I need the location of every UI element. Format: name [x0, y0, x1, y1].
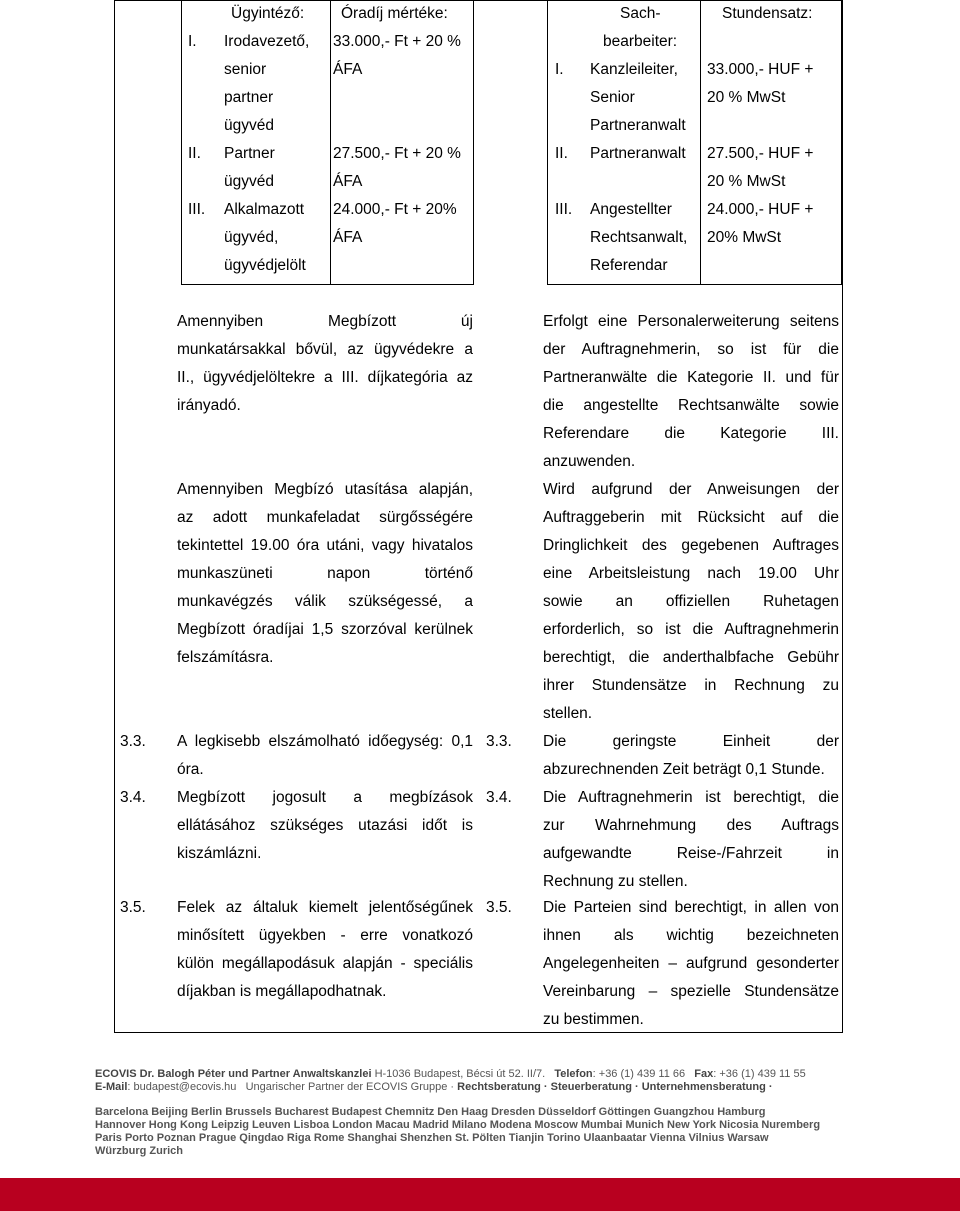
footer-firm: Dr. Balogh Péter und Partner Anwaltskanzlei — [139, 1068, 372, 1080]
row-number: III. — [555, 201, 573, 218]
row-number: II. — [188, 145, 201, 162]
section-number: 3.4. — [120, 789, 146, 806]
row-rate: 33.000,- Ft + 20 % ÁFA — [333, 33, 461, 78]
row-number: I. — [188, 33, 197, 50]
footer-contact-line — [95, 1068, 806, 1081]
row-number: III. — [188, 201, 206, 218]
row-role: Kanzleileiter, Senior Partneranwalt — [590, 61, 686, 134]
footer-fax: : +36 (1) 439 11 55 — [713, 1068, 806, 1080]
footer-brand: ECOVIS — [95, 1068, 137, 1080]
table-header-role: Sach- — [620, 5, 661, 22]
row-rate: 27.500,- Ft + 20 % ÁFA — [333, 145, 461, 190]
hu-paragraph-staff-extension: Amennyiben Megbízott új munkatársakkal bővül, az ügyvédekre a II., ügyvédjelöltekre a III. díjkategória az irányadó. — [177, 313, 473, 414]
hu-paragraph-urgent-work: Amennyiben Megbízó utasítása alapján, az adott munkafeladat sürgősségére tekintettel 19.00 óra utáni, vagy hivatalos munkaszüneti napon történő munkavégzés válik szükségessé, a Megbízott óradíjai 1,5 szorzóval kerülnek felszámításra. — [177, 481, 473, 666]
section-number: 3.3. — [486, 733, 512, 750]
footer-email[interactable]: : budapest@ecovis.hu — [127, 1081, 237, 1093]
de-section-3-3: Die geringste Einheit der abzurechnenden Zeit beträgt 0,1 Stunde. — [543, 733, 839, 778]
de-paragraph-urgent-work: Wird aufgrund der Anweisungen der Auftraggeberin mit Rücksicht auf die Dringlichkeit des gegebenen Auftrages eine Arbeitsleistung nach 19.00 Uhr sowie an offiziellen Ruhetagen erforderlich, so ist die Auftragnehmerin berechtigt, die anderthalbfache Gebühr ihrer Stundensätze in Rechnung zu stellen. — [543, 481, 839, 722]
table-header-role: Ügyintéző: — [231, 5, 305, 22]
hu-section-3-3: A legkisebb elszámolható időegység: 0,1 óra. — [177, 733, 473, 778]
row-role: Partner ügyvéd — [224, 145, 275, 190]
row-number: I. — [555, 61, 564, 78]
row-role: Alkalmazott ügyvéd, ügyvédjelölt — [224, 201, 306, 274]
row-rate: 24.000,- HUF + 20% MwSt — [707, 201, 814, 246]
hu-section-3-4: Megbízott jogosult a megbízások ellátásához szükséges utazási időt is kiszámlázni. — [177, 789, 473, 862]
de-section-3-5: Die Parteien sind berechtigt, in allen von ihnen als wichtig bezeichneten Angelegenheiten – aufgrund gesonderter Vereinbarung – spezielle Stundensätze zu bestimmen. — [543, 899, 839, 1028]
footer-city-line: Hannover Hong Kong Leipzig Leuven Lisboa London Macau Madrid Milano Modena Moscow Mumbai Munich New York Nicosia Nuremberg — [95, 1119, 821, 1131]
row-role: Partneranwalt — [590, 145, 686, 162]
footer-fax-label: Fax — [694, 1068, 714, 1080]
section-number: 3.3. — [120, 733, 146, 750]
brand-accent-bar — [0, 1178, 960, 1211]
footer-city-line: Barcelona Beijing Berlin Brussels Bucharest Budapest Chemnitz Den Haag Dresden Düsseldorf Göttingen Guangzhou Hamburg — [95, 1106, 766, 1118]
footer-partner: Ungarischer Partner der ECOVIS Gruppe · — [245, 1081, 455, 1093]
footer-group-line — [95, 1081, 773, 1094]
row-rate: 33.000,- HUF + 20 % MwSt — [707, 61, 814, 106]
footer-email-label: E-Mail — [95, 1081, 128, 1093]
row-number: II. — [555, 145, 568, 162]
section-number: 3.4. — [486, 789, 512, 806]
row-rate: 24.000,- Ft + 20% ÁFA — [333, 201, 457, 246]
row-rate: 27.500,- HUF + 20 % MwSt — [707, 145, 814, 190]
section-number: 3.5. — [486, 899, 512, 916]
footer-tel-label: Telefon — [554, 1068, 593, 1080]
row-role: Irodavezető, senior partner ügyvéd — [224, 33, 310, 134]
footer-address: H-1036 Budapest, Bécsi út 52. II/7. — [374, 1068, 546, 1080]
section-number: 3.5. — [120, 899, 146, 916]
footer-services: Rechtsberatung · Steuerberatung · Unternehmensberatung · — [457, 1081, 773, 1093]
table-header-rate: Stundensatz: — [722, 5, 813, 22]
footer-cities — [95, 1106, 820, 1158]
footer-city-line: Würzburg Zurich — [95, 1145, 183, 1157]
row-role: Angestellter Rechtsanwalt, Referendar — [590, 201, 688, 274]
footer-tel[interactable]: : +36 (1) 439 11 66 — [592, 1068, 686, 1080]
table-header-role: bearbeiter: — [603, 33, 678, 50]
hu-section-3-5: Felek az általuk kiemelt jelentőségűnek minősített ügyekben - erre vonatkozó külön megállapodásuk alapján - speciális díjakban is megállapodhatnak. — [177, 899, 473, 1000]
de-section-3-4: Die Auftragnehmerin ist berechtigt, die zur Wahrnehmung des Auftrags aufgewandte Reise-/Fahrzeit in Rechnung zu stellen. — [543, 789, 839, 890]
table-header-rate: Óradíj mértéke: — [341, 5, 448, 22]
footer-city-line: Paris Porto Poznan Prague Qingdao Riga Rome Shanghai Shenzhen St. Pölten Tianjin Torino Ulaanbaatar Vienna Vilnius Warsaw — [95, 1132, 769, 1144]
de-paragraph-staff-extension: Erfolgt eine Personalerweiterung seitens der Auftragnehmerin, so ist für die Partneranwälte die Kategorie II. und für die angestellte Rechtsanwälte sowie Referendare die Kategorie III. anzuwenden. — [543, 313, 839, 470]
